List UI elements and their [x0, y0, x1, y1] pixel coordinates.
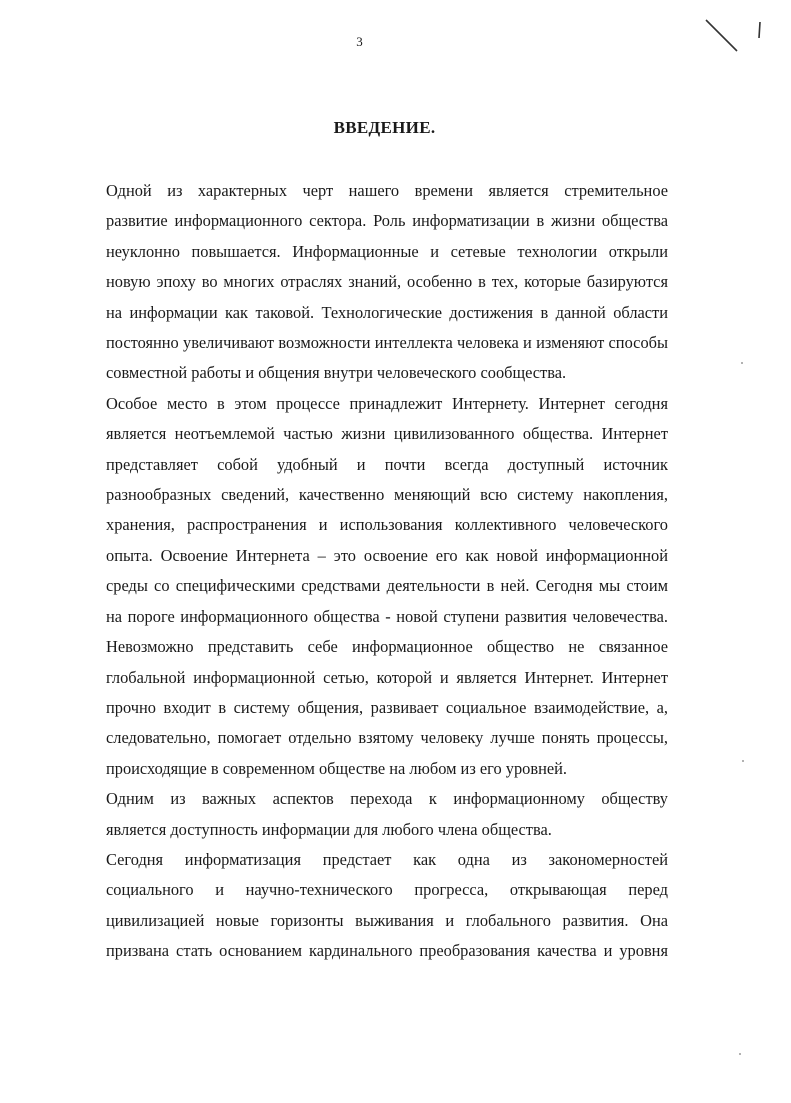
text-line: представляет собой удобный и почти всегда доступный источник — [106, 454, 668, 474]
text-line: является неотъемлемой частью жизни цивилизованного общества. Интернет — [106, 424, 668, 444]
text-line: цивилизацией новые горизонты выживания и глобального развития. Она — [106, 910, 668, 930]
text-line: новую эпоху во многих отраслях знаний, особенно в тех, которые базируются — [106, 272, 668, 292]
text-line: прочно входит в систему общения, развивает социальное взаимодействие, а, — [106, 697, 668, 717]
text-line: на информации как таковой. Технологические достижения в данной области — [106, 302, 668, 322]
text-line: следовательно, помогает отдельно взятому человеку лучше понять процессы, — [106, 728, 668, 748]
text-line: социального и научно-технического прогресса, открывающая перед — [106, 880, 668, 900]
text-line: призвана стать основанием кардинального преобразования качества и уровня — [106, 941, 668, 961]
text-line: опыта. Освоение Интернета – это освоение его как новой информационной — [106, 545, 668, 565]
paragraph-1 — [62, 176, 668, 389]
paragraph-3 — [62, 784, 668, 845]
paragraph-2 — [62, 389, 668, 784]
text-line: хранения, распространения и использования коллективного человеческого — [106, 515, 668, 535]
text-line: Одним из важных аспектов перехода к информационному обществу — [106, 789, 668, 809]
text-line: Особое место в этом процессе принадлежит Интернету. Интернет сегодня — [106, 393, 668, 413]
text-line: происходящие в современном обществе на любом из его уровней. — [106, 758, 568, 778]
text-line: является доступность информации для любого члена общества. — [106, 819, 552, 839]
text-line: развитие информационного сектора. Роль информатизации в жизни общества — [106, 211, 668, 231]
page-number: 3 — [356, 34, 363, 49]
text-line: неуклонно повышается. Информационные и сетевые технологии открыли — [106, 241, 668, 261]
scan-speck — [741, 362, 743, 364]
text-line: постоянно увеличивают возможности интеллекта человека и изменяют способы — [106, 333, 668, 353]
text-line: среды со специфическими средствами деятельности в ней. Сегодня мы стоим — [106, 576, 668, 596]
scan-speck — [739, 1053, 741, 1055]
text-line: глобальной информационной сетью, которой и является Интернет. Интернет — [106, 667, 668, 687]
document-body — [62, 176, 668, 967]
paragraph-4 — [62, 845, 668, 967]
text-line: Одной из характерных черт нашего времени является стремительное — [106, 181, 668, 200]
page-title: ВВЕДЕНИЕ. — [333, 118, 436, 137]
text-line: разнообразных сведений, качественно меняющий всю систему накопления, — [106, 485, 668, 505]
text-line: Сегодня информатизация предстает как одна из закономерностей — [106, 849, 668, 869]
text-line: совместной работы и общения внутри человеческого сообщества. — [106, 363, 567, 383]
scan-speck — [742, 760, 744, 762]
text-line: на пороге информационного общества - новой ступени развития человечества. — [106, 606, 668, 626]
text-line: Невозможно представить себе информационное общество не связанное — [106, 637, 668, 657]
